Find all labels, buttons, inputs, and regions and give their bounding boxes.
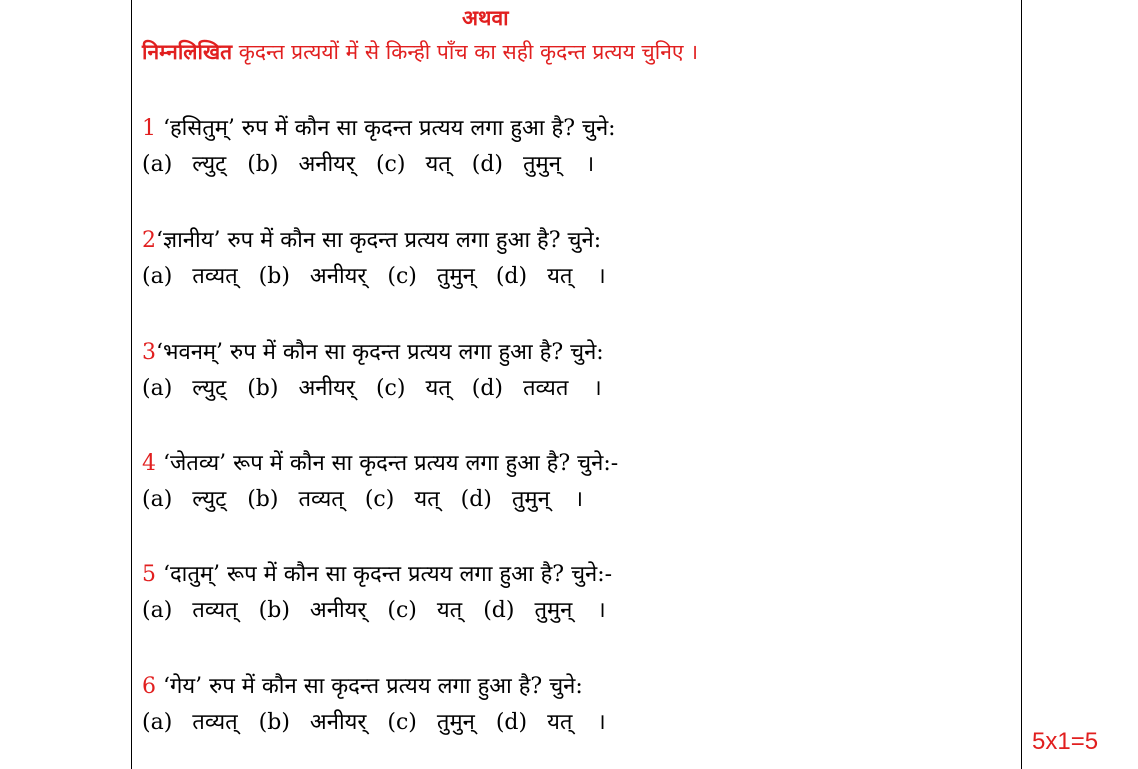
option-d: (d) तव्यत — [471, 376, 569, 401]
option-d: (d) यत् — [495, 264, 573, 289]
option-c: (c) यत् — [364, 487, 440, 512]
question-prompt: ‘दातुम्’ रूप में कौन सा कृदन्त प्रत्यय लगा हुआ है? चुने:- — [156, 562, 613, 587]
option-c: (c) यत् — [375, 376, 451, 401]
option-b: (b) अनीयर् — [258, 264, 367, 289]
option-b: (b) अनीयर् — [247, 152, 355, 177]
option-c: (c) यत् — [387, 598, 463, 623]
option-a: (a) ल्युट् — [142, 152, 227, 177]
question-text — [142, 558, 612, 592]
danda: । — [585, 152, 595, 177]
question-number: 1 — [142, 116, 156, 141]
question-prompt: ‘हसितुम्’ रुप में कौन सा कृदन्त प्रत्यय लगा हुआ है? चुने: — [156, 116, 616, 141]
option-c: (c) तुमुन् — [387, 264, 475, 289]
question-text — [142, 112, 616, 146]
question-prompt: ‘ज्ञानीय’ रुप में कौन सा कृदन्त प्रत्यय लगा हुआ है? चुने: — [156, 228, 602, 253]
option-d: (d) तुमुन् — [471, 152, 561, 177]
option-b: (b) अनीयर् — [258, 710, 367, 735]
question-number: 4 — [142, 451, 156, 476]
question-prompt: ‘गेय’ रुप में कौन सा कृदन्त प्रत्यय लगा हुआ है? चुने: — [156, 674, 583, 699]
options-row — [142, 592, 612, 630]
question-prompt: ‘भवनम्’ रुप में कौन सा कृदन्त प्रत्यय लगा हुआ है? चुने: — [156, 340, 604, 365]
section-heading: अथवा — [462, 5, 509, 30]
question-3 — [142, 336, 604, 408]
option-c: (c) तुमुन् — [387, 710, 475, 735]
question-number: 3 — [142, 340, 156, 365]
question-1 — [142, 112, 616, 184]
option-d: (d) तुमुन् — [460, 487, 550, 512]
question-prompt: ‘जेतव्य’ रूप में कौन सा कृदन्त प्रत्यय लगा हुआ है? चुने:- — [156, 451, 619, 476]
marks-allocation: 5x1=5 — [1032, 728, 1099, 755]
option-d: (d) तुमुन् — [483, 598, 573, 623]
option-d: (d) यत् — [495, 710, 573, 735]
right-border-line — [1021, 0, 1022, 769]
options-row — [142, 370, 604, 408]
options-row — [142, 481, 618, 519]
danda: । — [593, 376, 602, 401]
option-b: (b) तव्यत् — [247, 487, 344, 512]
option-a: (a) तव्यत् — [142, 710, 238, 735]
danda: । — [597, 598, 606, 623]
left-border-line — [131, 0, 132, 769]
question-6 — [142, 670, 606, 742]
question-number: 2 — [142, 228, 156, 253]
option-a: (a) ल्युट् — [142, 376, 227, 401]
question-text — [142, 336, 604, 370]
section-instruction — [142, 38, 698, 66]
question-5 — [142, 558, 612, 630]
option-a: (a) ल्युट् — [142, 487, 227, 512]
options-row — [142, 258, 606, 296]
options-row — [142, 146, 616, 184]
danda: । — [597, 710, 606, 735]
option-a: (a) तव्यत् — [142, 598, 238, 623]
option-c: (c) यत् — [375, 152, 451, 177]
option-a: (a) तव्यत् — [142, 264, 238, 289]
question-2 — [142, 224, 606, 296]
question-text — [142, 224, 606, 258]
question-number: 5 — [142, 562, 156, 587]
danda: । — [574, 487, 584, 512]
danda: । — [597, 264, 606, 289]
question-4 — [142, 447, 618, 519]
instruction-bold: निम्नलिखित — [142, 39, 233, 64]
question-text — [142, 670, 606, 704]
question-text — [142, 447, 618, 481]
instruction-rest: कृदन्त प्रत्ययों में से किन्ही पाँच का सही कृदन्त प्रत्यय चुनिए । — [232, 40, 699, 64]
question-number: 6 — [142, 674, 156, 699]
option-b: (b) अनीयर् — [258, 598, 367, 623]
option-b: (b) अनीयर् — [247, 376, 355, 401]
options-row — [142, 704, 606, 742]
